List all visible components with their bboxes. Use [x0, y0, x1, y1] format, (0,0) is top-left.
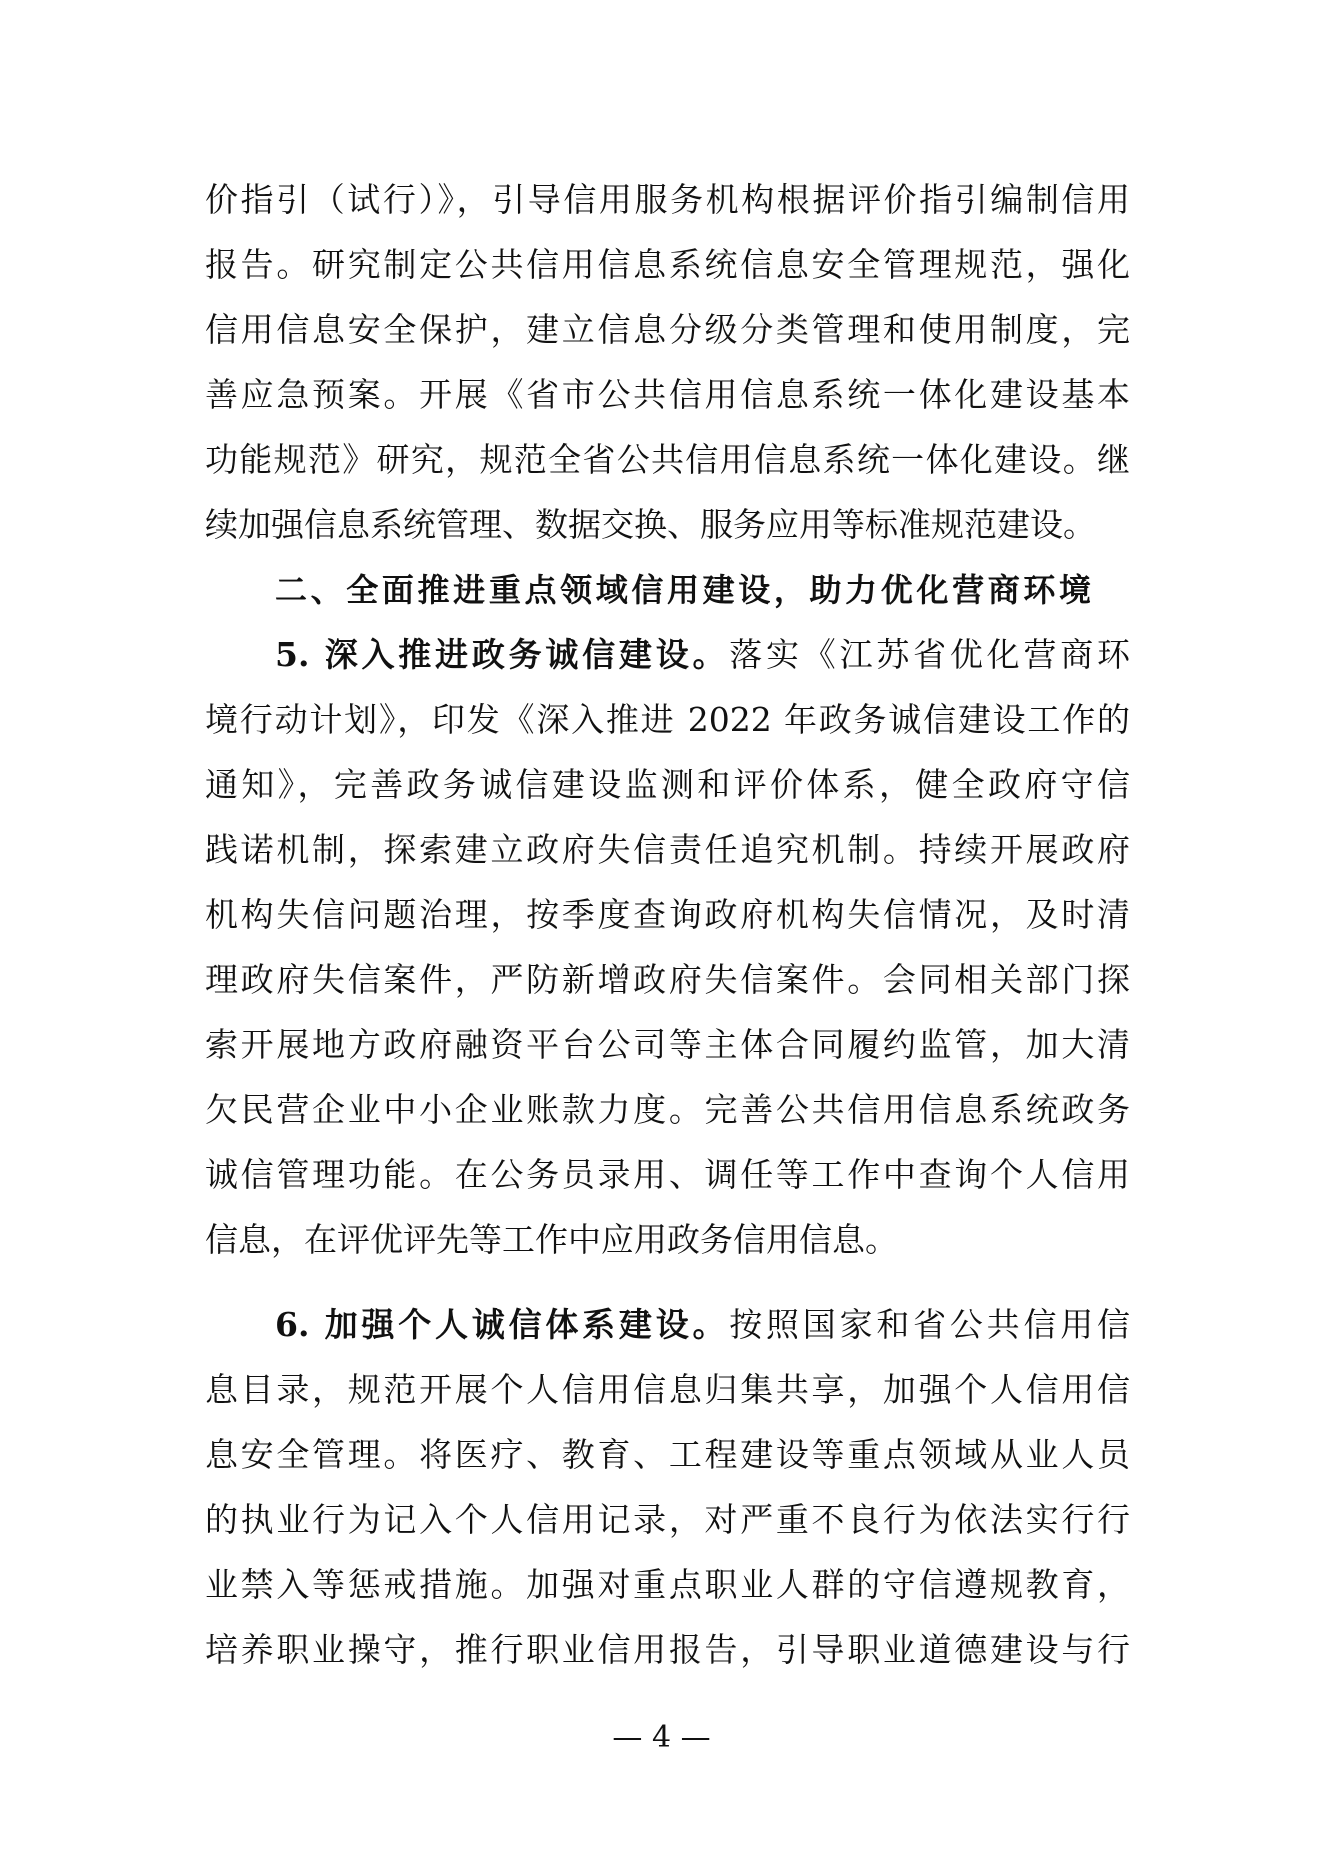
text-line: 欠民营企业中小企业账款力度。完善公共信用信息系统政务: [205, 1090, 1130, 1129]
page-number: — 4 —: [612, 1720, 711, 1755]
text-line: 业禁入等惩戒措施。加强对重点职业人群的守信遵规教育，: [205, 1565, 1130, 1604]
text-line: 通知》，完善政务诚信建设监测和评价体系，健全政府守信: [205, 765, 1130, 804]
text-line: 践诺机制，探索建立政府失信责任追究机制。持续开展政府: [205, 830, 1130, 869]
text-line: 的执业行为记入个人信用记录，对严重不良行为依法实行行: [205, 1500, 1130, 1539]
text-line: 信息，在评优评先等工作中应用政务信用信息。: [205, 1220, 898, 1259]
text-line: 续加强信息系统管理、数据交换、服务应用等标准规范建设。: [205, 505, 1096, 544]
text-line: 信用信息安全保护，建立信息分级分类管理和使用制度，完: [205, 310, 1130, 349]
section-heading: 二、全面推进重点领域信用建设，助力优化营商环境: [275, 571, 1091, 609]
item-5-lead: 5. 深入推进政务诚信建设。: [275, 635, 730, 674]
text-line: 息目录，规范开展个人信用信息归集共享，加强个人信用信: [205, 1370, 1130, 1409]
text-line: 境行动计划》，印发《深入推进 2022 年政务诚信建设工作的: [205, 700, 1130, 739]
text-line: 价指引（试行）》，引导信用服务机构根据评价指引编制信用: [205, 180, 1130, 219]
item-6-first-line: [275, 1297, 1130, 1353]
text-line: 善应急预案。开展《省市公共信用信息系统一体化建设基本: [205, 375, 1130, 414]
item-5-first-line: [275, 627, 1130, 683]
text-line: 息安全管理。将医疗、教育、工程建设等重点领域从业人员: [205, 1435, 1130, 1474]
text-line: 报告。研究制定公共信用信息系统信息安全管理规范，强化: [205, 245, 1130, 284]
text-line: 诚信管理功能。在公务员录用、调任等工作中查询个人信用: [205, 1155, 1130, 1194]
item-5-first-rest: 落实《江苏省优化营商环: [729, 635, 1130, 674]
text-line: 机构失信问题治理，按季度查询政府机构失信情况，及时清: [205, 895, 1130, 934]
item-6-first-rest: 按照国家和省公共信用信: [729, 1305, 1130, 1344]
text-line: 培养职业操守，推行职业信用报告，引导职业道德建设与行: [205, 1630, 1130, 1669]
text-line: 索开展地方政府融资平台公司等主体合同履约监管，加大清: [205, 1025, 1130, 1064]
item-6-lead: 6. 加强个人诚信体系建设。: [275, 1305, 730, 1344]
text-line: 理政府失信案件，严防新增政府失信案件。会同相关部门探: [205, 960, 1130, 999]
text-line: 功能规范》研究，规范全省公共信用信息系统一体化建设。继: [205, 440, 1130, 479]
